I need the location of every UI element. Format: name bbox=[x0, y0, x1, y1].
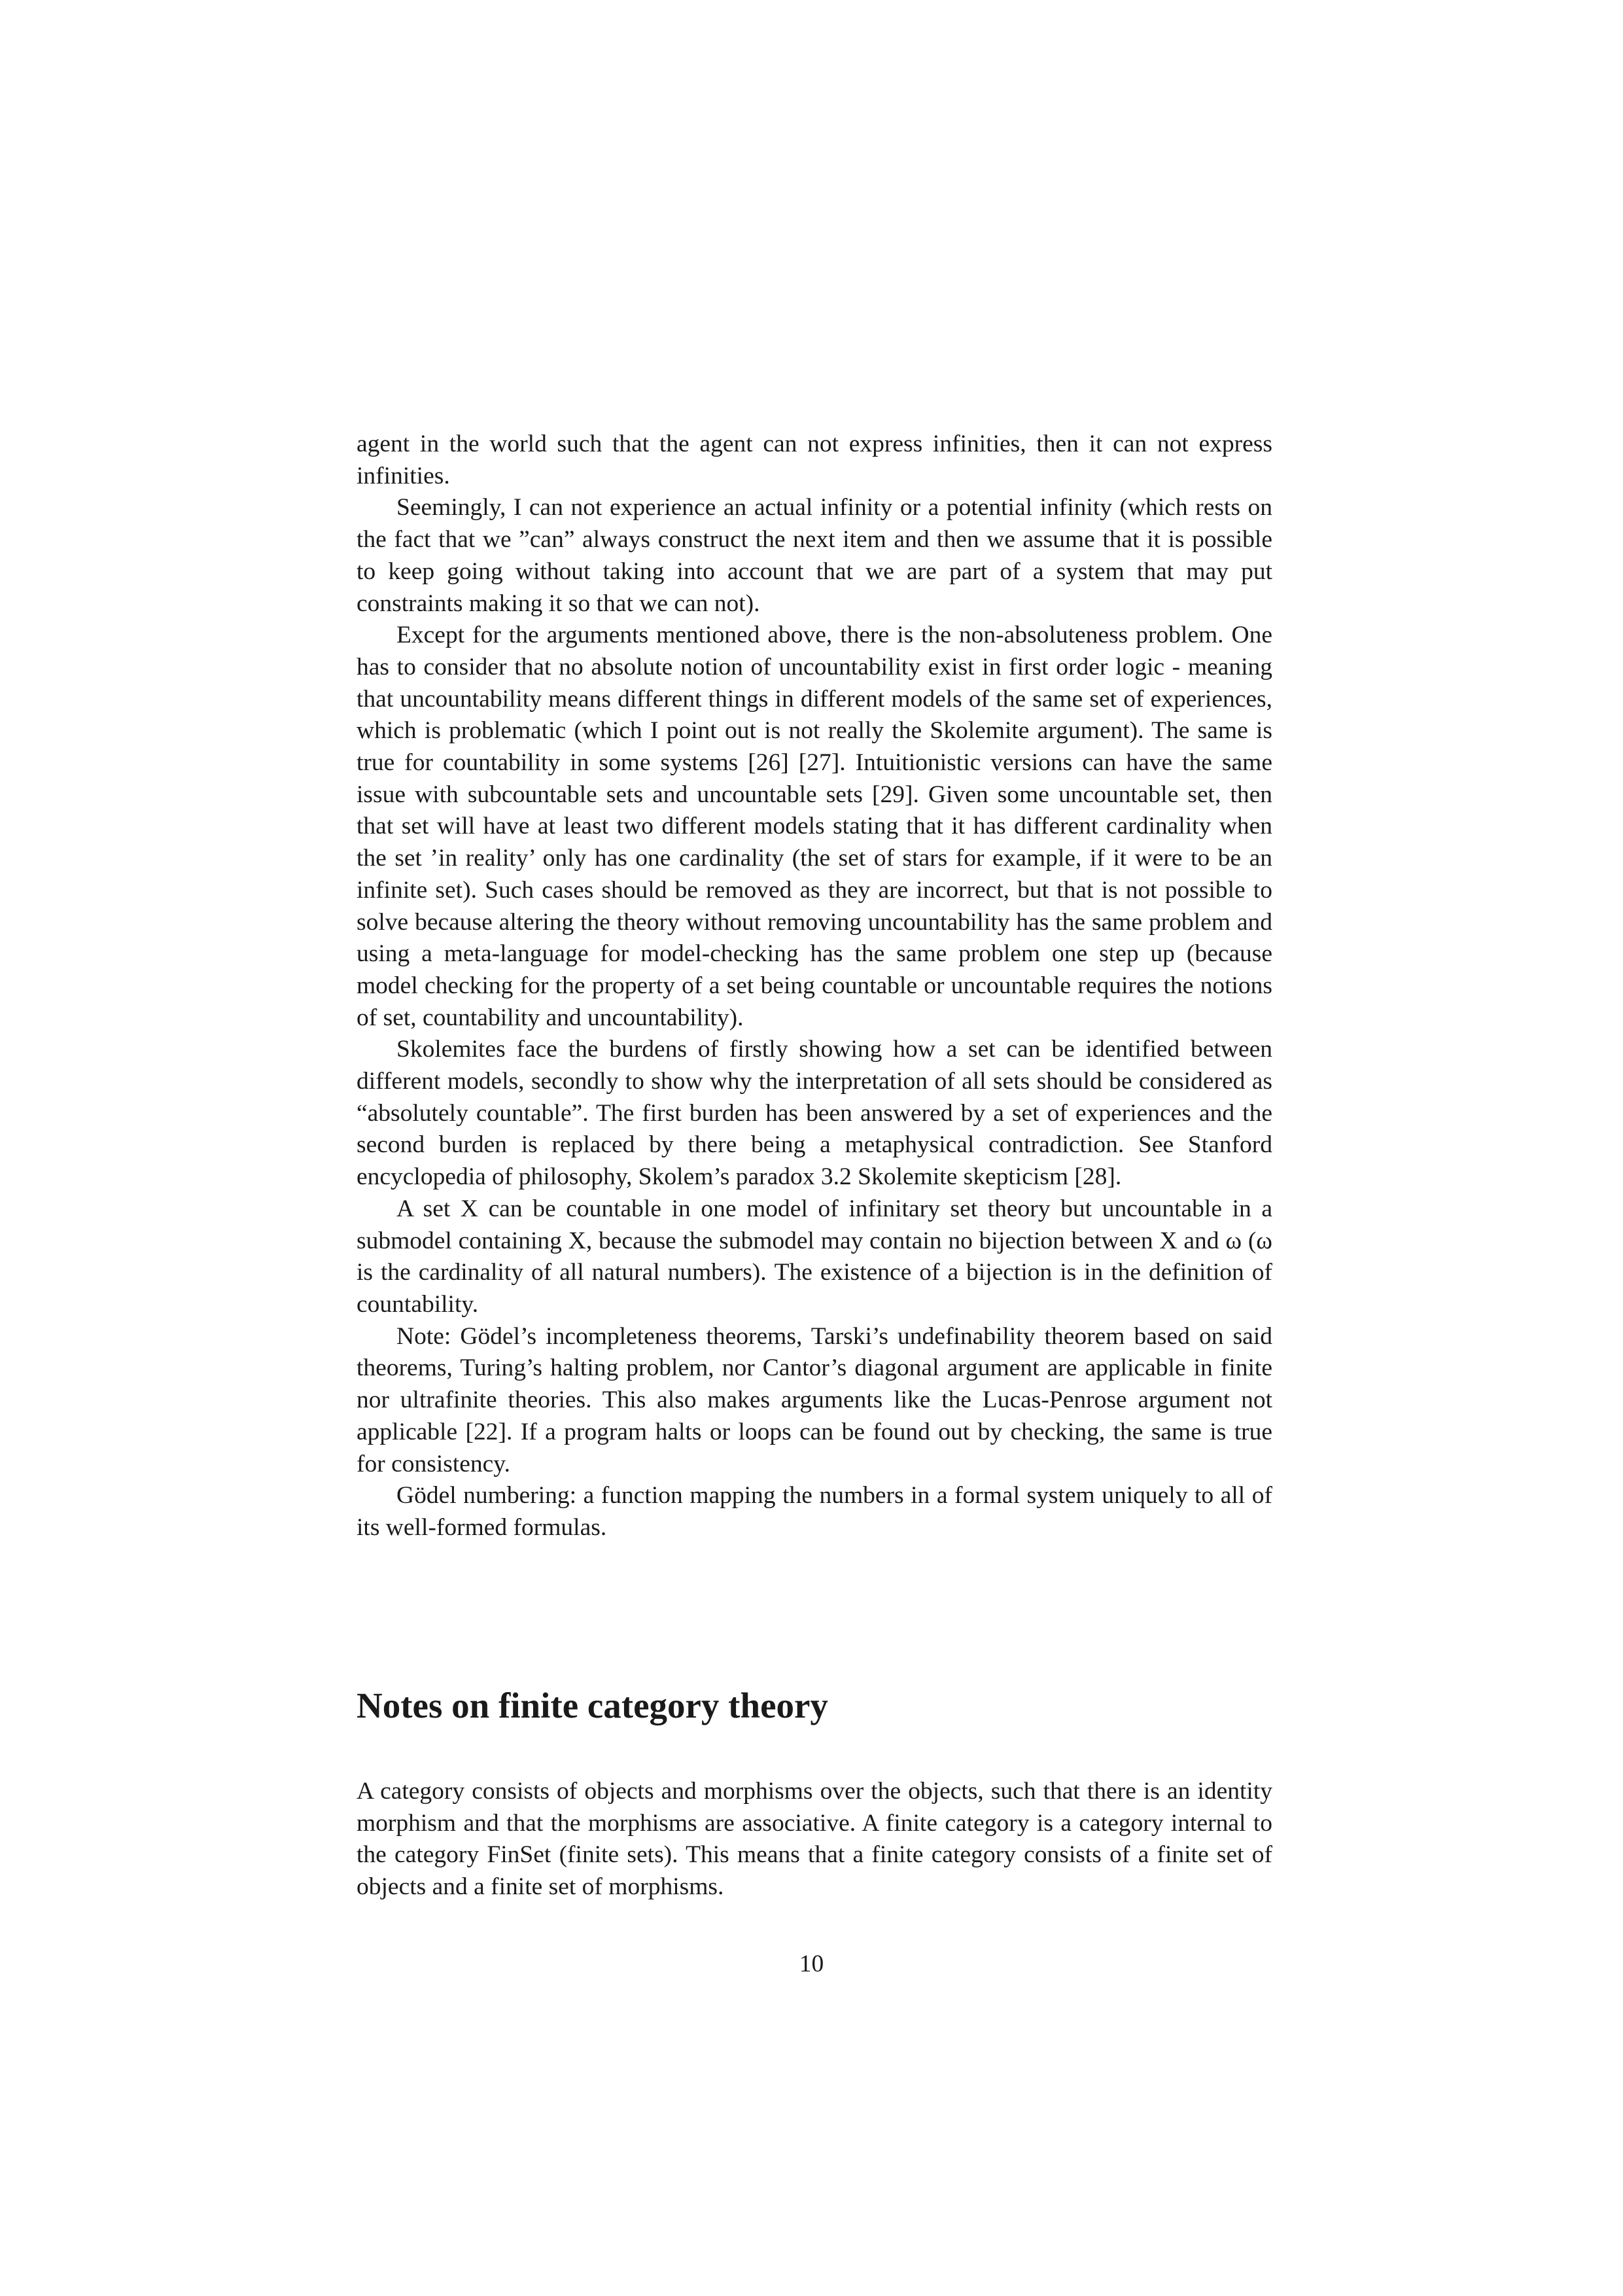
paragraph-7: Gödel numbering: a function mapping the numbers in a formal system uniquely to all of its well-formed formulas. bbox=[357, 1482, 1272, 1541]
section-paragraph: A category consists of objects and morphisms over the objects, such that there is an identity morphism and that the morphisms are associative. A finite category is a category internal to the category FinSet (finite sets). This means that a finite category consists of a finite set of objects and a finite set of morphisms. bbox=[357, 1778, 1272, 1901]
paragraph-2: Seemingly, I can not experience an actual infinity or a potential infinity (which rests on the fact that we ”can” always construct the next item and then we assume that it is possible to keep going without taking into account that we are part of a system that may put constraints making it so that we can not). bbox=[357, 494, 1272, 617]
paragraph-6: Note: Gödel’s incompleteness theorems, Tarski’s undefinability theorem based on said theorems, Turing’s halting problem, nor Cantor’s diagonal argument are applicable in finite nor ultrafinite theories. This also makes arguments like the Lucas-Penrose argument not applicable [22]. If a program halts or loops can be found out by checking, the same is true for consistency. bbox=[357, 1322, 1272, 1477]
paragraph-5: A set X can be countable in one model of infinitary set theory but uncountable in a submodel containing X, because the submodel may contain no bijection between X and ω (ω is the cardinality of all natural numbers). The existence of a bijection is in the definition of countability. bbox=[357, 1195, 1272, 1318]
main-text-block bbox=[357, 429, 1272, 1544]
section-title: Notes on finite category theory bbox=[357, 1686, 828, 1725]
paragraph-4: Skolemites face the burdens of firstly showing how a set can be identified between different models, secondly to show why the interpretation of all sets should be considered as “absolutely countable”. The first burden has been answered by a set of experiences and the second burden is replaced by there being a metaphysical contradiction. See Stanford encyclopedia of philosophy, Skolem’s paradox 3.2 Skolemite skepticism [28]. bbox=[357, 1036, 1272, 1191]
page-number: 10 bbox=[799, 1951, 824, 1977]
paragraph-3: Except for the arguments mentioned above, there is the non-absoluteness problem. One has to consider that no absolute notion of uncountability exist in first order logic - meaning that uncountability means different things in different models of the same set of experiences, which is problematic (which I point out is not really the Skolemite argument). The same is true for countability in some systems [26] [27]. Intuitionistic versions can have the same issue with subcountable sets and uncountable sets [29]. Given some uncountable set, then that set will have at least two different models stating that it has different cardinality when the set ’in reality’ only has one cardinality (the set of stars for example, if it were to be an infinite set). Such cases should be removed as they are incorrect, but that is not possible to solve because altering the theory without removing uncountability has the same problem and using a meta-language for model-checking has the same problem one step up (because model checking for the property of a set being countable or uncountable requires the notions of set, countability and uncountability). bbox=[357, 622, 1272, 1031]
paragraph-1: agent in the world such that the agent can not express infinities, then it can not express infinities. bbox=[357, 431, 1272, 489]
